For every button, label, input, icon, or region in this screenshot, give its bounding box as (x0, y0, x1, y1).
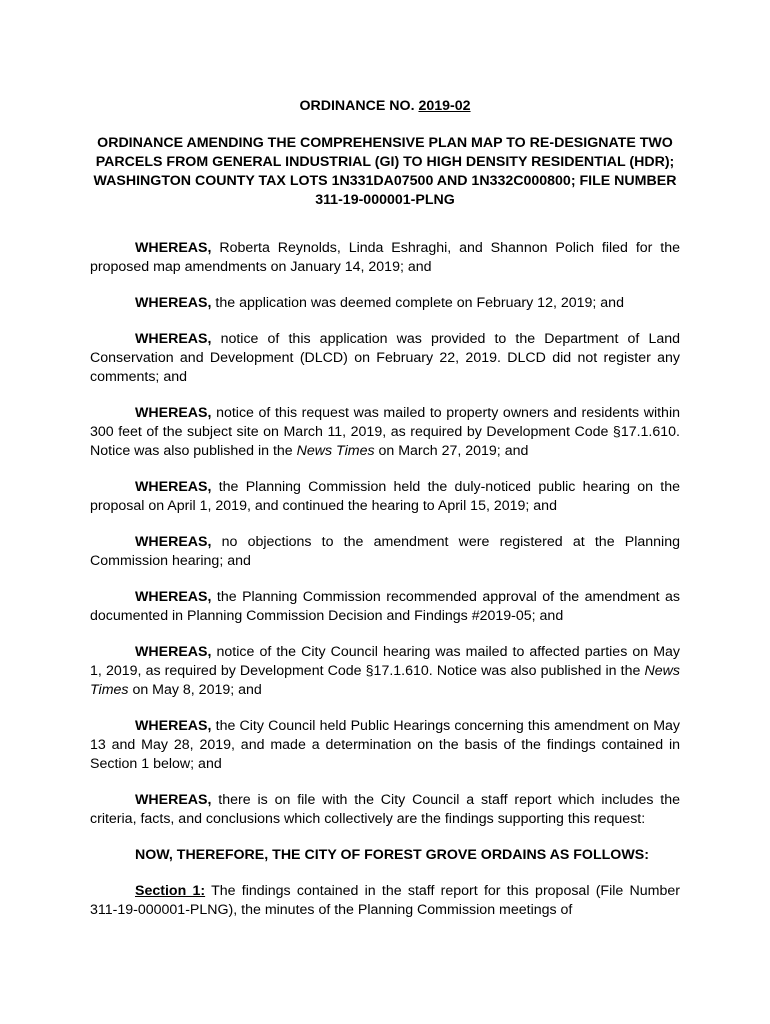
whereas-text-6: no objections to the amendment were registered at the Planning Commission hearing; and (90, 534, 680, 569)
whereas-text-1: Roberta Reynolds, Linda Eshraghi, and Shannon Polich filed for the proposed map amendments on January 14, 2019; and (90, 240, 680, 275)
ordains-heading: NOW, THEREFORE, THE CITY OF FOREST GROVE ORDAINS AS FOLLOWS: (135, 847, 649, 863)
ordinance-title: ORDINANCE AMENDING THE COMPREHENSIVE PLAN MAP TO RE-DESIGNATE TWO PARCELS FROM GENERAL INDUSTRIAL (GI) TO HIGH DENSITY RESIDENTIAL (HDR); WASHINGTON COUNTY TAX LOTS 1N331DA07500 AND 1N332C000800; FILE NUMBER 311-19-000001-PLNG (93, 135, 677, 208)
section-1-label: Section 1: (135, 883, 206, 899)
whereas-label: WHEREAS, (135, 534, 212, 550)
whereas-label: WHEREAS, (135, 331, 212, 347)
ordinance-document (90, 97, 680, 920)
whereas-label: WHEREAS, (135, 479, 212, 495)
ordinance-number-prefix: ORDINANCE NO. (299, 98, 419, 114)
ordinance-number: 2019-02 (418, 98, 471, 114)
whereas-text-8b: on May 8, 2019; and (128, 682, 262, 698)
whereas-text-5: the Planning Commission held the duly-noticed public hearing on the proposal on April 1, 2019, and continued the hearing to April 15, 2019; and (90, 479, 680, 514)
whereas-paragraph-10 (90, 791, 680, 829)
section-1-paragraph (90, 882, 680, 920)
whereas-text-4b: on March 27, 2019; and (374, 443, 529, 459)
whereas-text-8a: notice of the City Council hearing was mailed to affected parties on May 1, 2019, as required by Development Code §17.1.610. Notice was also published in the (90, 644, 680, 679)
newspaper-name: News Times (90, 663, 680, 698)
whereas-text-4a: notice of this request was mailed to property owners and residents within 300 feet of the subject site on March 11, 2019, as required by Development Code §17.1.610. Notice was also published in the (90, 405, 680, 459)
whereas-text-7: the Planning Commission recommended approval of the amendment as documented in Planning Commission Decision and Findings #2019-05; and (90, 589, 680, 624)
whereas-label: WHEREAS, (135, 240, 212, 256)
newspaper-name: News Times (296, 443, 375, 459)
whereas-paragraph-6 (90, 533, 680, 571)
whereas-label: WHEREAS, (135, 644, 212, 660)
whereas-label: WHEREAS, (135, 792, 212, 808)
whereas-paragraph-8 (90, 643, 680, 700)
whereas-paragraph-9 (90, 717, 680, 774)
section-1-text: The findings contained in the staff report for this proposal (File Number 311-19-000001-PLNG), the minutes of the Planning Commission meetings of (90, 883, 680, 918)
whereas-paragraph-2 (90, 294, 680, 313)
whereas-paragraph-3 (90, 330, 680, 387)
whereas-text-9: the City Council held Public Hearings concerning this amendment on May 13 and May 28, 2019, and made a determination on the basis of the findings contained in Section 1 below; and (90, 718, 680, 772)
whereas-text-3: notice of this application was provided to the Department of Land Conservation and Development (DLCD) on February 22, 2019. DLCD did not register any comments; and (90, 331, 680, 385)
whereas-text-10: there is on file with the City Council a staff report which includes the criteria, facts, and conclusions which collectively are the findings supporting this request: (90, 792, 680, 827)
whereas-paragraph-4 (90, 404, 680, 461)
ordinance-number-heading (90, 97, 680, 116)
whereas-paragraph-1 (90, 239, 680, 277)
whereas-label: WHEREAS, (135, 589, 212, 605)
whereas-label: WHEREAS, (135, 295, 212, 311)
whereas-paragraph-7 (90, 588, 680, 626)
whereas-paragraph-5 (90, 478, 680, 516)
whereas-label: WHEREAS, (135, 718, 212, 734)
whereas-text-2: the application was deemed complete on February 12, 2019; and (211, 295, 624, 311)
whereas-label: WHEREAS, (135, 405, 212, 421)
